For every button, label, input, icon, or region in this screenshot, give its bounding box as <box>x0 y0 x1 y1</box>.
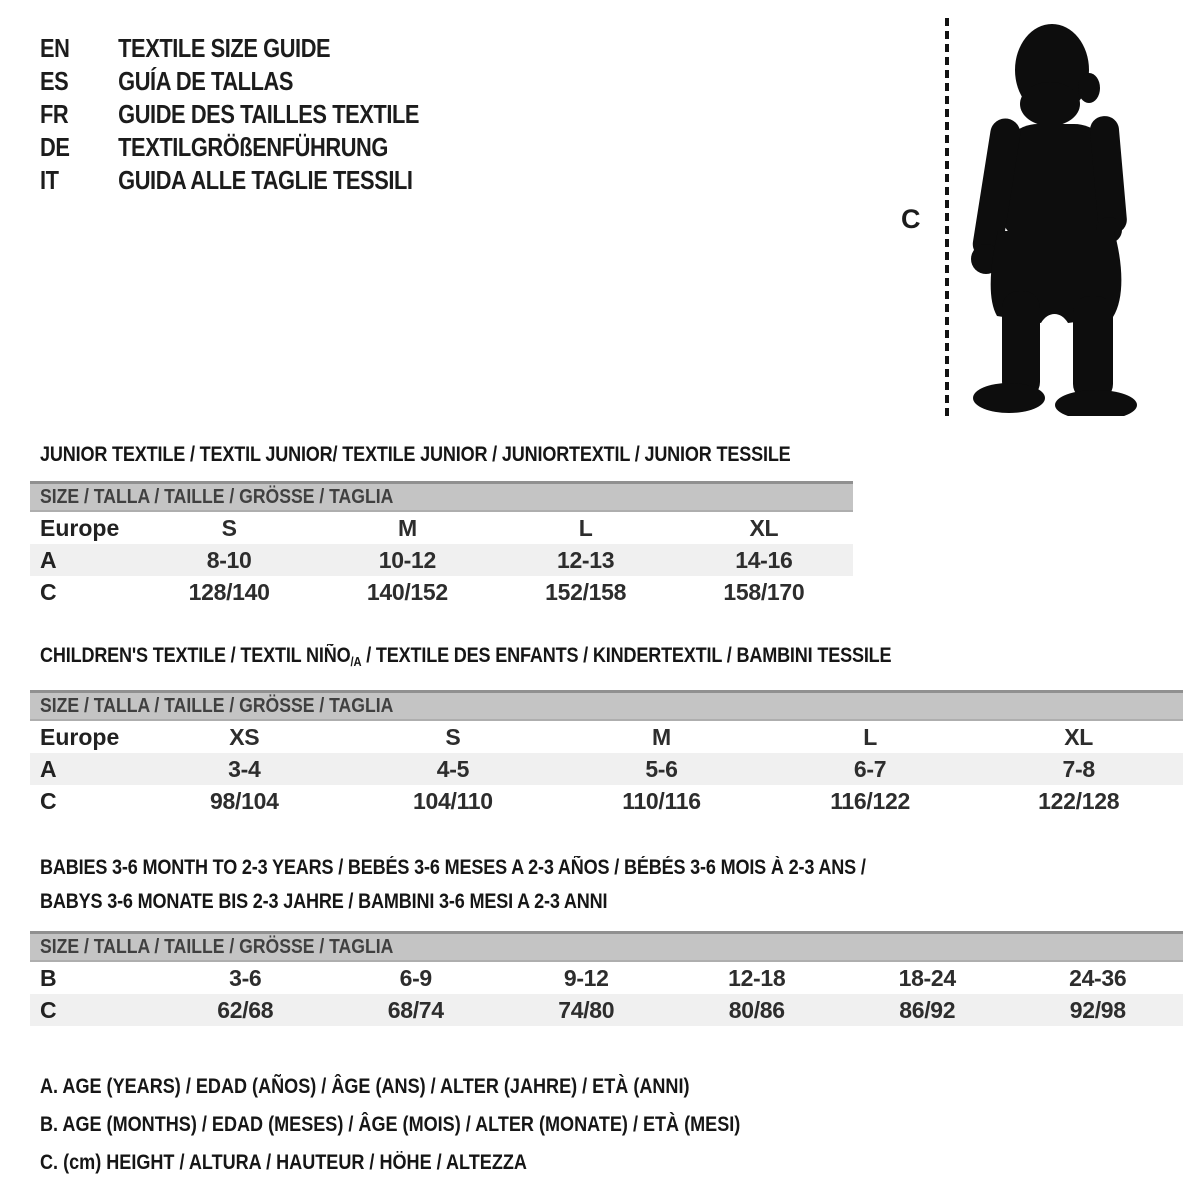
guide-title: GUÍA DE TALLAS <box>118 66 294 96</box>
height-measure-dashed-line <box>945 18 949 418</box>
size-header-text: SIZE / TALLA / TAILLE / GRÖSSE / TAGLIA <box>40 694 394 717</box>
language-code: DE <box>40 132 70 162</box>
height-cell: 110/116 <box>622 787 701 814</box>
language-row-es <box>40 65 419 98</box>
height-cell: 140/152 <box>366 578 448 605</box>
height-cell: 122/128 <box>1038 787 1120 814</box>
language-row-en <box>40 32 419 65</box>
height-measure-label: C <box>901 204 921 234</box>
legend-line-age-years: A. AGE (YEARS) / EDAD (AÑOS) / ÂGE (ANS) / ALTER (JAHRE) / ETÀ (ANNI) <box>40 1075 690 1098</box>
height-cell: 158/170 <box>723 578 805 605</box>
language-code: EN <box>40 33 70 63</box>
legend-line-age-months: B. AGE (MONTHS) / EDAD (MESES) / ÂGE (MOIS) / ALTER (MONATE) / ETÀ (MESI) <box>40 1113 741 1136</box>
guide-title: GUIDA ALLE TAGLIE TESSILI <box>118 165 413 195</box>
months-cell: 12-18 <box>728 964 786 991</box>
months-cell: 6-9 <box>399 964 432 991</box>
row-label: C <box>40 578 57 605</box>
row-label: C <box>40 787 57 814</box>
row-label: Europe <box>40 723 120 750</box>
language-code: FR <box>40 99 69 129</box>
babies-size-table <box>30 931 1183 1026</box>
children-row-europe <box>30 721 1183 753</box>
language-row-fr <box>40 98 419 131</box>
height-cell: 116/122 <box>830 787 910 814</box>
junior-size-header-bar <box>30 481 853 512</box>
children-heading-post: / TEXTILE DES ENFANTS / KINDERTEXTIL / BAMBINI TESSILE <box>361 644 892 667</box>
height-cell: 80/86 <box>728 996 785 1023</box>
age-cell: 5-6 <box>645 755 678 782</box>
age-cell: 4-5 <box>436 755 470 782</box>
children-section-heading <box>40 643 891 675</box>
height-cell: 152/158 <box>545 578 627 605</box>
babies-heading-line2: BABYS 3-6 MONATE BIS 2-3 JAHRE / BAMBINI 3-6 MESI A 2-3 ANNI <box>40 890 608 913</box>
height-cell: 86/92 <box>899 996 956 1023</box>
language-code: ES <box>40 66 69 96</box>
guide-title: TEXTILE SIZE GUIDE <box>118 33 331 63</box>
row-label: Europe <box>40 514 120 541</box>
age-cell: 8-10 <box>206 546 252 573</box>
age-cell: 6-7 <box>853 755 887 782</box>
height-cell: 92/98 <box>1069 996 1126 1023</box>
children-heading-pre: CHILDREN'S TEXTILE / TEXTIL NIÑO <box>40 644 351 667</box>
children-size-table <box>30 690 1183 817</box>
language-title-block <box>40 32 491 197</box>
height-cell: 74/80 <box>558 996 615 1023</box>
size-cell: XL <box>1064 723 1094 750</box>
junior-row-europe <box>30 512 853 544</box>
height-cell: 98/104 <box>210 787 279 814</box>
size-header-text: SIZE / TALLA / TAILLE / GRÖSSE / TAGLIA <box>40 485 394 508</box>
size-cell: XL <box>749 514 779 541</box>
age-cell: 3-4 <box>228 755 261 782</box>
size-cell: S <box>221 514 237 541</box>
age-cell: 10-12 <box>378 546 437 573</box>
months-cell: 18-24 <box>898 964 956 991</box>
size-cell: M <box>652 723 671 750</box>
size-cell: M <box>397 514 417 541</box>
junior-size-table <box>30 481 853 608</box>
months-cell: 9-12 <box>563 964 609 991</box>
months-cell: 3-6 <box>229 964 262 991</box>
babies-heading-line1: BABIES 3-6 MONTH TO 2-3 YEARS / BEBÉS 3-6 MESES A 2-3 AÑOS / BÉBÉS 3-6 MOIS À 2-3 ANS / <box>40 856 866 879</box>
language-row-de <box>40 131 419 164</box>
children-size-header-bar <box>30 690 1183 721</box>
children-heading-subscript: /A <box>350 654 362 669</box>
age-cell: 14-16 <box>735 546 793 573</box>
age-cell: 7-8 <box>1062 755 1095 782</box>
measurement-legend <box>40 1068 854 1182</box>
row-label: A <box>40 755 57 782</box>
size-cell: L <box>578 514 593 541</box>
height-cell: 68/74 <box>387 996 444 1023</box>
babies-size-header-bar <box>30 931 1183 962</box>
height-cell: 104/110 <box>413 787 493 814</box>
babies-row-months <box>30 962 1183 994</box>
baby-silhouette-icon <box>962 16 1147 416</box>
guide-title: TEXTILGRÖßENFÜHRUNG <box>118 132 388 162</box>
children-row-age <box>30 753 1183 785</box>
height-cell: 128/140 <box>188 578 270 605</box>
row-label: A <box>40 546 57 573</box>
children-row-height <box>30 785 1183 817</box>
junior-section-heading: JUNIOR TEXTILE / TEXTIL JUNIOR/ TEXTILE JUNIOR / JUNIORTEXTIL / JUNIOR TESSILE <box>40 443 791 466</box>
legend-line-height-cm: C. (cm) HEIGHT / ALTURA / HAUTEUR / HÖHE / ALTEZZA <box>40 1151 527 1174</box>
guide-title: GUIDE DES TAILLES TEXTILE <box>118 99 420 129</box>
junior-row-age <box>30 544 853 576</box>
size-cell: S <box>445 723 461 750</box>
language-code: IT <box>40 165 59 195</box>
babies-section-heading <box>40 851 1000 919</box>
row-label: C <box>40 996 57 1023</box>
junior-row-height <box>30 576 853 608</box>
row-label: B <box>40 964 57 991</box>
height-cell: 62/68 <box>217 996 274 1023</box>
months-cell: 24-36 <box>1069 964 1127 991</box>
size-cell: L <box>863 723 877 750</box>
babies-row-height <box>30 994 1183 1026</box>
size-cell: XS <box>229 723 260 750</box>
age-cell: 12-13 <box>556 546 615 573</box>
language-row-it <box>40 164 419 197</box>
size-header-text: SIZE / TALLA / TAILLE / GRÖSSE / TAGLIA <box>40 935 394 958</box>
